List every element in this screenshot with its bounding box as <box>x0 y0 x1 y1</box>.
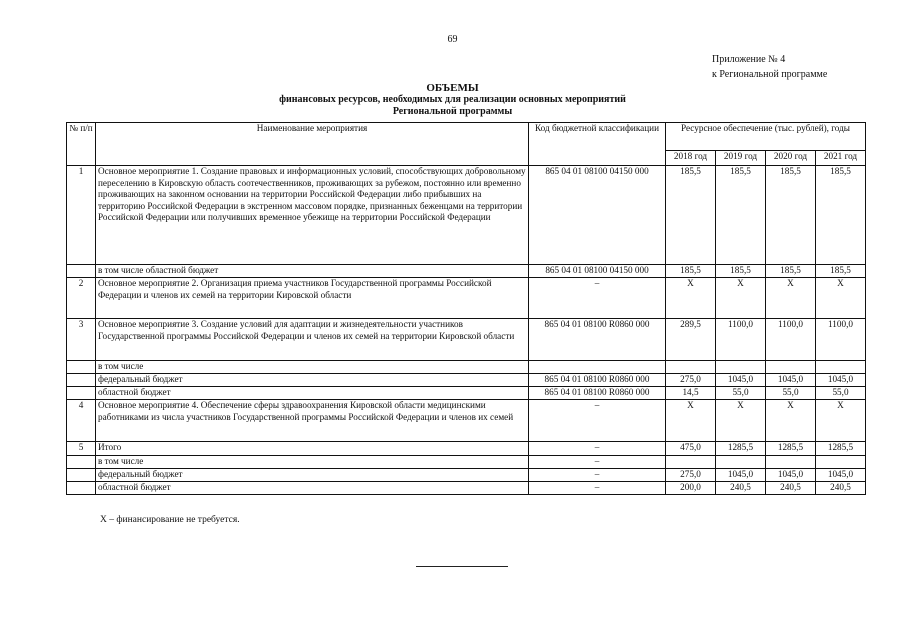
row-value: 240,5 <box>816 482 866 495</box>
row-value: 1285,5 <box>716 442 766 456</box>
table-row <box>67 319 866 361</box>
row-code <box>529 361 666 374</box>
row-value: Х <box>766 400 816 442</box>
table-header-row <box>67 123 866 151</box>
row-value: Х <box>816 278 866 319</box>
row-code: 865 04 01 08100 04150 000 <box>529 265 666 278</box>
table-row <box>67 278 866 319</box>
row-code: 865 04 01 08100 R0860 000 <box>529 319 666 361</box>
row-value: Х <box>716 278 766 319</box>
document-title <box>0 82 905 118</box>
table-row <box>67 374 866 387</box>
row-num: 5 <box>67 442 96 456</box>
row-num <box>67 387 96 400</box>
row-value: 185,5 <box>716 166 766 265</box>
footnote: Х – финансирование не требуется. <box>100 515 240 525</box>
row-num: 3 <box>67 319 96 361</box>
row-value: 289,5 <box>666 319 716 361</box>
resources-table <box>66 122 866 495</box>
row-value: 1045,0 <box>766 374 816 387</box>
row-name: в том числе областной бюджет <box>96 265 529 278</box>
row-value: 55,0 <box>816 387 866 400</box>
row-code: – <box>529 400 666 442</box>
row-value: Х <box>716 400 766 442</box>
row-num <box>67 456 96 469</box>
row-num <box>67 265 96 278</box>
row-value: 1045,0 <box>816 374 866 387</box>
row-value <box>716 361 766 374</box>
row-name: федеральный бюджет <box>96 469 529 482</box>
table-row <box>67 482 866 495</box>
table-row <box>67 442 866 456</box>
row-num <box>67 361 96 374</box>
row-value: 1045,0 <box>716 469 766 482</box>
header-year: 2019 год <box>716 151 766 166</box>
row-value: 240,5 <box>716 482 766 495</box>
header-name: Наименование мероприятия <box>96 123 529 166</box>
row-value: 1285,5 <box>816 442 866 456</box>
row-value: Х <box>666 278 716 319</box>
row-code: 865 04 01 08100 R0860 000 <box>529 374 666 387</box>
title-line-3: Региональной программы <box>392 106 513 117</box>
row-value: 185,5 <box>766 265 816 278</box>
row-value: 14,5 <box>666 387 716 400</box>
header-year: 2021 год <box>816 151 866 166</box>
row-name: в том числе <box>96 456 529 469</box>
row-value <box>816 456 866 469</box>
row-num <box>67 374 96 387</box>
row-name: областной бюджет <box>96 482 529 495</box>
header-year: 2018 год <box>666 151 716 166</box>
row-value: 275,0 <box>666 469 716 482</box>
row-value <box>716 456 766 469</box>
row-value: 1100,0 <box>716 319 766 361</box>
row-name: в том числе <box>96 361 529 374</box>
footer-rule <box>416 566 508 567</box>
row-code: – <box>529 482 666 495</box>
header-code: Код бюджетной классификации <box>529 123 666 166</box>
row-value: Х <box>816 400 866 442</box>
row-value: 55,0 <box>766 387 816 400</box>
row-value: 275,0 <box>666 374 716 387</box>
row-value: Х <box>766 278 816 319</box>
row-num: 4 <box>67 400 96 442</box>
row-value: 1045,0 <box>816 469 866 482</box>
appendix-line-2: к Региональной программе <box>712 69 828 80</box>
row-name: Итого <box>96 442 529 456</box>
header-num: № п/п <box>67 123 96 166</box>
header-year: 2020 год <box>766 151 816 166</box>
appendix-label <box>712 52 827 82</box>
row-code: – <box>529 278 666 319</box>
row-name: Основное мероприятие 3. Создание условий для адаптации и жизнедеятельности участников Государственной программы Российской Федерации и членов их семей на территории Кировской области <box>96 319 529 361</box>
table-row <box>67 361 866 374</box>
table-row <box>67 265 866 278</box>
row-code: – <box>529 469 666 482</box>
row-value: 240,5 <box>766 482 816 495</box>
row-value: 200,0 <box>666 482 716 495</box>
row-code: 865 04 01 08100 04150 000 <box>529 166 666 265</box>
row-value: 185,5 <box>666 265 716 278</box>
row-value: 185,5 <box>816 166 866 265</box>
row-value: 185,5 <box>716 265 766 278</box>
title-line-1: ОБЪЕМЫ <box>426 82 479 94</box>
row-num <box>67 482 96 495</box>
title-line-2: финансовых ресурсов, необходимых для реализации основных мероприятий <box>279 94 626 105</box>
row-value <box>666 456 716 469</box>
row-value: 1045,0 <box>766 469 816 482</box>
table-row <box>67 400 866 442</box>
row-value <box>766 361 816 374</box>
row-value <box>666 361 716 374</box>
row-value: 55,0 <box>716 387 766 400</box>
row-num: 1 <box>67 166 96 265</box>
row-name: Основное мероприятие 4. Обеспечение сферы здравоохранения Кировской области медицинскими работниками из числа участников Государственной программы Российской Федерации и членов их семей <box>96 400 529 442</box>
appendix-line-1: Приложение № 4 <box>712 54 786 65</box>
row-value <box>816 361 866 374</box>
row-code: – <box>529 442 666 456</box>
row-value: 185,5 <box>766 166 816 265</box>
page-number: 69 <box>447 34 458 45</box>
row-value <box>766 456 816 469</box>
row-name: Основное мероприятие 2. Организация приема участников Государственной программы Российской Федерации и членов их семей на территории Кировской области <box>96 278 529 319</box>
row-num <box>67 469 96 482</box>
header-resources: Ресурсное обеспечение (тыс. рублей), годы <box>666 123 866 151</box>
table-row <box>67 469 866 482</box>
row-value: Х <box>666 400 716 442</box>
row-value: 475,0 <box>666 442 716 456</box>
row-code: – <box>529 456 666 469</box>
row-code: 865 04 01 08100 R0860 000 <box>529 387 666 400</box>
row-value: 1100,0 <box>816 319 866 361</box>
table-row <box>67 456 866 469</box>
row-num: 2 <box>67 278 96 319</box>
row-value: 1045,0 <box>716 374 766 387</box>
table-row <box>67 166 866 265</box>
row-value: 185,5 <box>816 265 866 278</box>
row-name: Основное мероприятие 1. Создание правовых и информационных условий, способствующих добровольному переселению в Кировскую область соотечественников, проживающих за рубежом, постоянно или временно проживающих на законном основании на территории Российской Федерации либо прибывших на территорию Российской Федерации в экстренном массовом порядке, признанных беженцами на территории Российской Федерации или получивших временное убежище на территории Российской Федерации <box>96 166 529 265</box>
row-name: областной бюджет <box>96 387 529 400</box>
row-value: 1285,5 <box>766 442 816 456</box>
row-value: 1100,0 <box>766 319 816 361</box>
table-row <box>67 387 866 400</box>
row-value: 185,5 <box>666 166 716 265</box>
row-name: федеральный бюджет <box>96 374 529 387</box>
